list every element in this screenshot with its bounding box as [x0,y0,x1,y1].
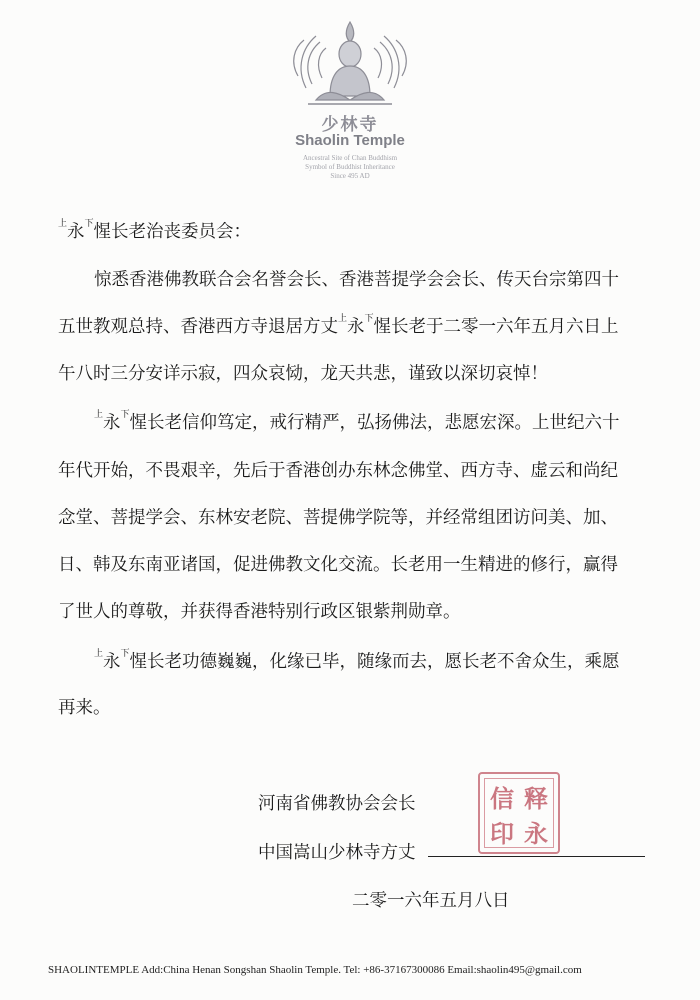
paragraph-2-line-1: $^上$永$^下$惺长老信仰笃定，戒行精严，弘扬佛法，悲愿宏深。上世纪六十 [94,410,620,433]
logo-english-name: Shaolin Temple [295,132,405,149]
logo-tagline-2: Symbol of Buddhist Inheritance [305,163,395,171]
logo-tagline-1: Ancestral Site of Chan Buddhism [302,154,398,162]
paragraph-2-line-2: 年代开始，不畏艰辛，先后于香港创办东林念佛堂、西方寺、虚云和尚纪 [58,461,618,481]
paragraph-2-line-5: 了世人的尊敬，并获得香港特别行政区银紫荆勋章。 [58,602,461,622]
signer-title-2: 中国嵩山少林寺方丈 [258,843,416,863]
paragraph-2-line-3: 念堂、菩提学会、东林安老院、菩提佛学院等，并经常组团访问美、加、 [58,508,618,528]
letter-date: 二零一六年五月八日 [352,891,510,911]
letterhead [0,0,700,200]
paragraph-3-line-2: 再来。 [58,698,111,718]
logo-tagline-3: Since 495 AD [330,172,370,180]
logo-chinese-name: 少林寺 [321,115,379,135]
lotus-buddha-icon [286,18,414,110]
paragraph-1-line-1: 惊悉香港佛教联合会名誉会长、香港菩提学会会长、传天台宗第四十 [94,270,619,290]
footer-contact: SHAOLINTEMPLE Add:China Henan Songshan Shaolin Temple. Tel: +86-37167300086 Email:shaolin495@gmail.com [48,964,582,976]
paragraph-3-line-1: $^上$永$^下$惺长老功德巍巍，化缘已毕，随缘而去，愿长老不舍众生，乘愿 [94,649,620,672]
name-char: 永 [67,222,85,242]
seal-char: 印 [490,819,514,848]
paragraph-1-line-3: 午八时三分安详示寂，四众哀恸，龙天共悲，谨致以深切哀悼！ [58,364,548,384]
paragraph-2-line-4: 日、韩及东南亚诸国，促进佛教文化交流。长老用一生精进的修行，赢得 [58,555,618,575]
salutation: $^上$永$^下$惺长老治丧委员会： [58,219,252,242]
signer-title-1: 河南省佛教协会会长 [258,794,416,814]
signature-line [428,856,645,857]
seal-char: 释 [524,784,548,813]
seal-char: 永 [524,819,548,848]
seal-stamp [478,772,560,854]
seal-char: 信 [490,784,514,813]
paragraph-1-line-2: 五世教观总持、香港西方寺退居方丈$^上$永$^下$惺长老于二零一六年五月六日上 [58,314,619,337]
